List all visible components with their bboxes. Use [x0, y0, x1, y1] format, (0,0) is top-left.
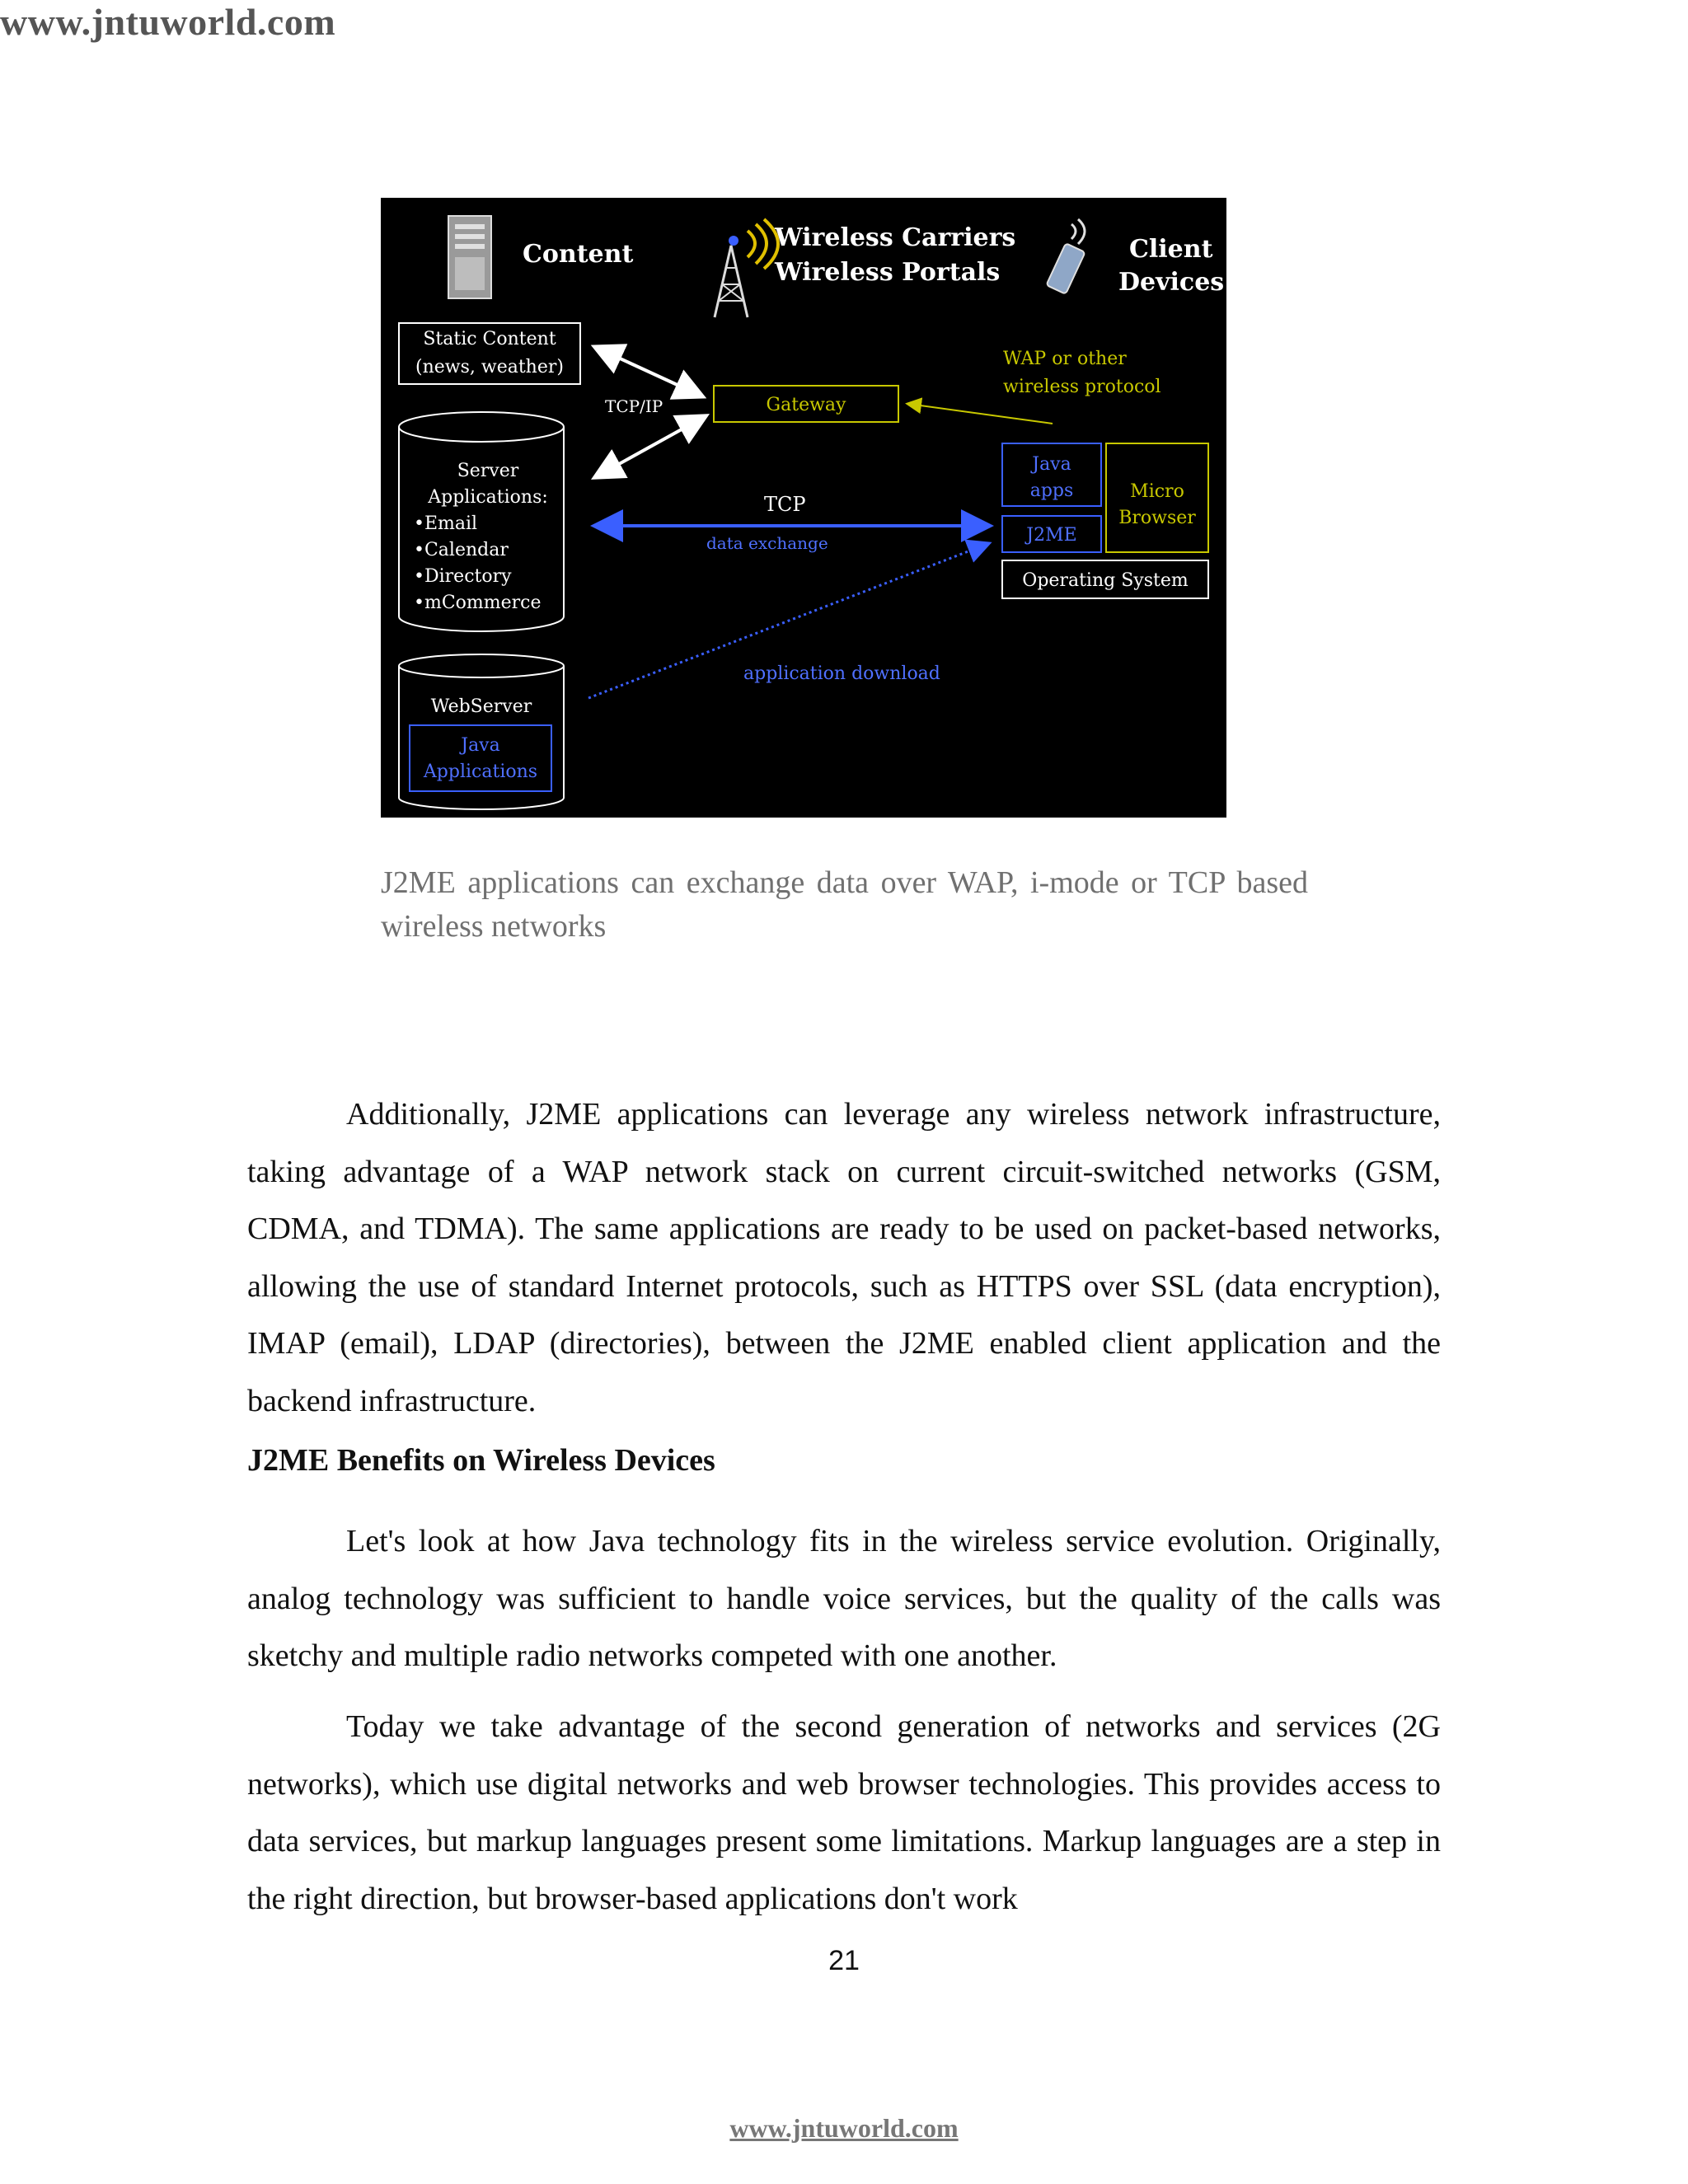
server-apps-item: •Calendar [414, 540, 509, 560]
web-server-inner-line1: Java [461, 735, 500, 756]
carriers-header-line1: Wireless Carriers [775, 223, 1016, 252]
paragraph-text: Additionally, J2ME applications can leverage any wireless network infrastructure, taking advantage of a WAP network stack on current circuit-switched networks (GSM, CDMA, and TDMA). The same applications are ready to be used on packet-based networks, allowing the use of standard Internet protocols, such as HTTPS over SSL (data encryption), IMAP (email), LDAP (directories), between the J2ME enabled client application and the backend infrastructure. [247, 1097, 1441, 1418]
wap-label-line2: wireless protocol [1003, 377, 1161, 397]
web-server-title: WebServer [430, 696, 532, 717]
tcpip-label: TCP/IP [605, 396, 663, 416]
paragraph [247, 1699, 1441, 1928]
paragraph-text: Today we take advantage of the second generation of networks and services (2G networks), which use digital networks and web browser technologies. This provides access to data services, but markup languages present some limitations. Markup languages are a step in the right direction, but browser-based applications don't work [247, 1709, 1441, 1916]
architecture-diagram [381, 198, 1226, 818]
content-header: Content [523, 240, 634, 269]
watermark-top: www.jntuworld.com [0, 1, 336, 43]
carriers-header-line2: Wireless Portals [775, 258, 1001, 287]
server-apps-title2: Applications: [428, 487, 548, 508]
antenna-tower-icon [715, 219, 778, 317]
static-content-line1: Static Content [423, 329, 556, 349]
gateway-label: Gateway [766, 395, 846, 415]
wap-label-line1: WAP or other [1003, 349, 1127, 369]
mobile-phone-icon [1046, 219, 1085, 294]
j2me-label: J2ME [1026, 525, 1077, 546]
server-apps-item: •mCommerce [414, 593, 542, 613]
static-content-line2: (news, weather) [415, 357, 564, 377]
section-heading: J2ME Benefits on Wireless Devices [247, 1443, 715, 1478]
server-apps-title1: Server [457, 461, 519, 481]
paragraph [247, 1513, 1441, 1685]
page-number: 21 [828, 1945, 860, 1976]
micro-browser-line2: Browser [1118, 508, 1196, 528]
wap-arrow [908, 404, 1053, 424]
data-exchange-label: data exchange [706, 533, 828, 553]
operating-system-label: Operating System [1022, 570, 1189, 591]
app-download-label: application download [743, 663, 940, 684]
web-server-inner-line2: Applications [423, 762, 538, 782]
client-header-line1: Client [1129, 235, 1213, 264]
web-server-cylinder [399, 654, 564, 809]
java-apps-line2: apps [1029, 480, 1074, 501]
paragraph [247, 1086, 1441, 1430]
paragraph-text: Let's look at how Java technology fits in the wireless service evolution. Originally, analog technology was sufficient to handle voice services, but the quality of the calls was sketchy and multiple radio networks competed with one another. [247, 1524, 1441, 1673]
watermark-bottom[interactable]: www.jntuworld.com [729, 2113, 959, 2143]
figure-caption: J2ME applications can exchange data over WAP, i-mode or TCP based wireless networks [381, 865, 1308, 944]
server-icon [448, 216, 491, 298]
tcpip-arrow-upper [597, 348, 701, 396]
server-apps-item: •Email [414, 513, 478, 534]
tcp-label: TCP [764, 493, 806, 516]
tcpip-arrow-lower [597, 417, 704, 476]
diagram-svg [381, 198, 1226, 818]
micro-browser-line1: Micro [1130, 481, 1184, 502]
java-apps-line1: Java [1032, 454, 1071, 475]
server-apps-item: •Directory [414, 566, 512, 587]
client-header-line2: Devices [1118, 268, 1225, 297]
